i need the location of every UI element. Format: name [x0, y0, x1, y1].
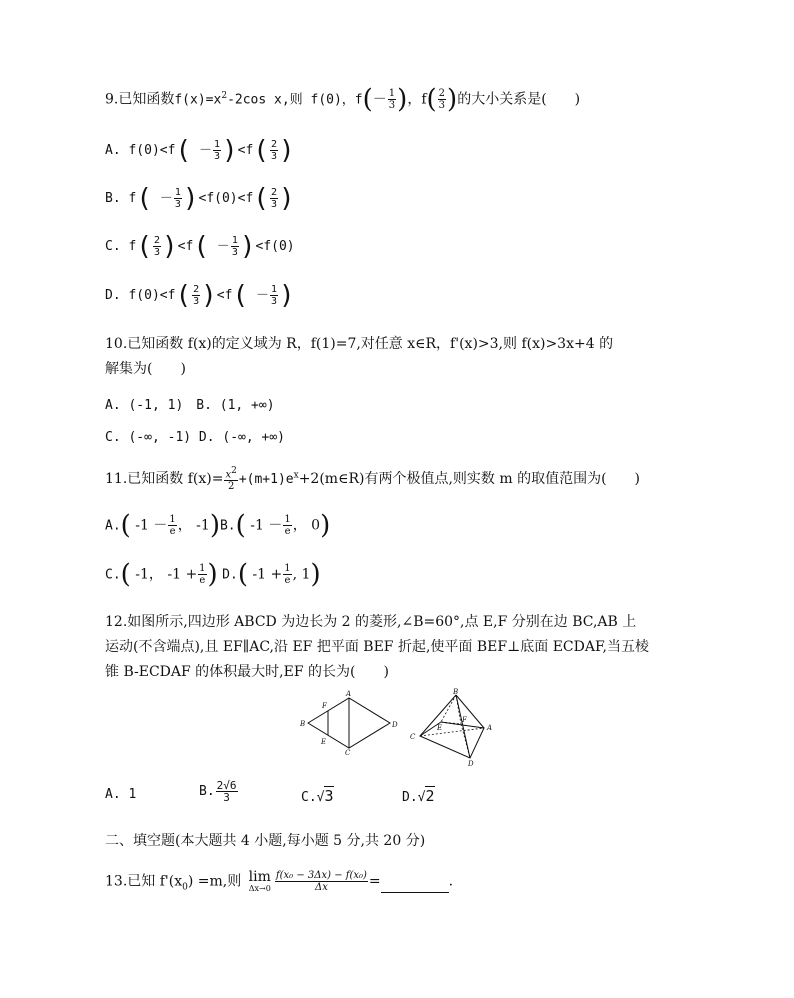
q12-line-3: 锥 B-ECDAF 的体积最大时,EF 的长为( ) — [105, 664, 389, 680]
q9-option-c: C. f( $\frac{2}{3}$ )<f( － $\frac{1}{3}$ )<f(0) — [105, 231, 295, 262]
q12-option-d: D.√2 — [402, 787, 435, 805]
label-A: A — [346, 690, 352, 698]
label-B: B — [300, 720, 306, 728]
q12-line-1: 12.如图所示,四边形 ABCD 为边长为 2 的菱形,∠B=60°,点 E,F 分别在边 BC,AB 上 — [105, 614, 637, 630]
q9-stem: 9.已知函数$f(x)=x^2-2\cos$ x,则 f(0)，f(－ $\frac{1}{3}$ )，f( $\frac{2}{3}$ )的大小关系是( ) — [105, 84, 581, 115]
label-E: E — [321, 738, 327, 746]
label-B: B — [453, 688, 459, 696]
q11-stem: 11.已知函数 f(x)= $\frac{x2}{2}$ $+(m+1)e^x+2(m\in R)$有两个极值点,则实数 m 的取值范围为( ) — [105, 466, 640, 493]
pyramid-figure — [404, 688, 500, 768]
q13-stem: 13.已知 $f'(x_0) =m$,则 lim Δx→0 $\frac{\text{f(x₀ − 3Δx) − f(x₀)}}{\Delta x}$ = . — [105, 869, 454, 893]
q11-options-ab: A.( -1 － $\frac{1}{e}$ ， -1)B.( -1 － $\frac{1}{e}$ ， 0) — [105, 510, 331, 541]
label-C: C — [345, 749, 351, 756]
q10-options-cd: C. (-∞, -1) D. (-∞, +∞) — [105, 430, 286, 445]
label-D: D — [392, 721, 398, 729]
label-C: C — [410, 733, 416, 741]
section-2-title: 二、填空题(本大题共 4 小题,每小题 5 分,共 20 分) — [105, 833, 426, 849]
q12-option-c: C.√3 — [301, 787, 334, 805]
q12-option-a: A. 1 — [105, 787, 137, 802]
q12-line-2: 运动(不含端点),且 EF∥AC,沿 EF 把平面 BEF 折起,使平面 BEF⊥底面 ECDAF,当五棱 — [105, 639, 649, 655]
q11-options-cd: C.( -1， -1 + $\frac{1}{e}$ ) D.( -1 + $\frac{1}{e}$ , 1) — [105, 559, 321, 590]
q10-line-1: 10.已知函数 f(x)的定义域为 R，f(1)=7,对任意 x∈R，f'(x)>3,则 f(x)>3x+4 的 — [105, 336, 614, 352]
q10-options-ab: A. (-1, 1) B. (1, +∞) — [105, 398, 275, 413]
q9-option-b: B. f( － $\frac{1}{3}$ )<f(0)<f( $\frac{2}{3}$ ) — [105, 183, 295, 214]
q10-line-2: 解集为( ) — [105, 361, 186, 377]
q9-option-d: D. f(0)<f( $\frac{2}{3}$ )<f( － $\frac{1}{3}$ ) — [105, 280, 295, 311]
label-F: F — [322, 702, 327, 710]
label-F: F — [462, 716, 467, 724]
q13-answer-blank[interactable] — [381, 878, 449, 893]
label-E: E — [437, 724, 443, 732]
q9-option-a: A. f(0)<f( － $\frac{1}{3}$ )<f( $\frac{2}{3}$ ) — [105, 135, 295, 166]
label-D: D — [468, 760, 474, 768]
label-A: A — [487, 724, 493, 732]
q12-option-b: B. $\frac{2√6}{3}$ — [199, 779, 237, 804]
rhombus-figure — [296, 690, 404, 756]
